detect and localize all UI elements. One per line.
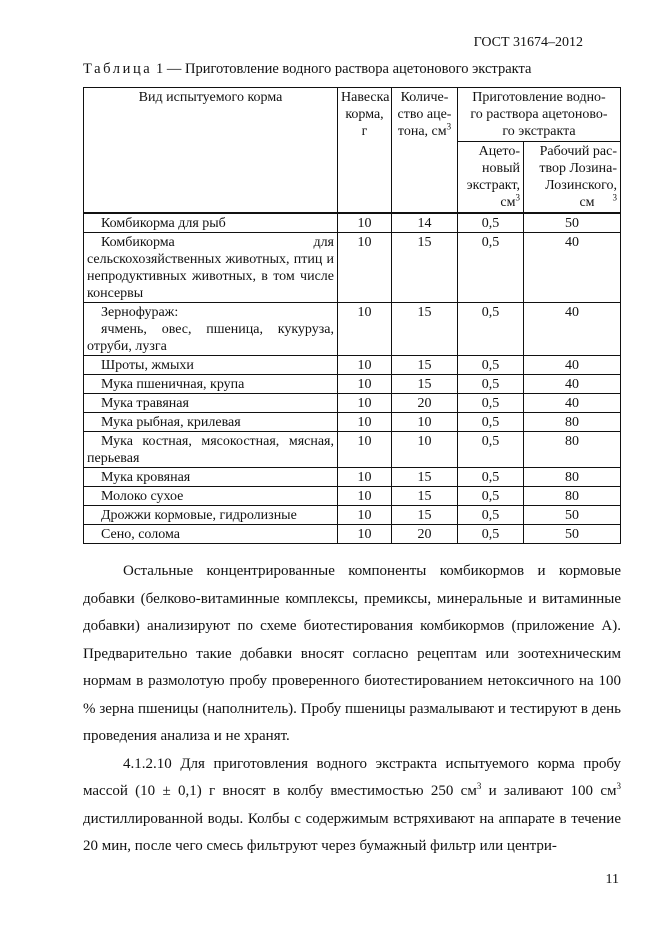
table-row <box>84 525 621 544</box>
working-solution: 40 <box>524 233 621 303</box>
header-sample-mass: Навеска корма, г <box>338 88 392 214</box>
sample-mass: 10 <box>338 413 392 432</box>
acetone-extract: 0,5 <box>458 233 524 303</box>
acetone-extract: 0,5 <box>458 413 524 432</box>
table-row <box>84 506 621 525</box>
acetone-amount: 20 <box>392 394 458 413</box>
acetone-amount: 15 <box>392 303 458 356</box>
sample-mass: 10 <box>338 525 392 544</box>
document-header: ГОСТ 31674–2012 <box>473 35 583 50</box>
acetone-amount: 15 <box>392 356 458 375</box>
feed-name: Мука пшеничная, крупа <box>84 375 338 394</box>
page-number: 11 <box>605 872 619 887</box>
acetone-amount: 20 <box>392 525 458 544</box>
working-solution: 80 <box>524 432 621 468</box>
acetone-extract: 0,5 <box>458 432 524 468</box>
working-solution: 80 <box>524 487 621 506</box>
feed-name: Комбикорма для рыб <box>84 213 338 233</box>
table-row <box>84 468 621 487</box>
acetone-extract: 0,5 <box>458 303 524 356</box>
working-solution: 80 <box>524 468 621 487</box>
table-row <box>84 213 621 233</box>
table-row <box>84 303 621 356</box>
acetone-amount: 15 <box>392 375 458 394</box>
table-row <box>84 394 621 413</box>
header-acetone-extract: Ацето- новый экстракт, $см^3$ <box>458 142 524 214</box>
sample-mass: 10 <box>338 394 392 413</box>
feed-name: Дрожжи кормовые, гидролизные <box>84 506 338 525</box>
feed-name: Комбикорма для сельскохозяйственных животных, птиц и непродуктивных животных, в том числе консервы <box>84 233 338 303</box>
sample-mass: 10 <box>338 233 392 303</box>
feed-name: Мука кровяная <box>84 468 338 487</box>
acetone-extract: 0,5 <box>458 487 524 506</box>
feed-subitems: ячмень, овес, пшеница, кукуруза, отруби, лузга <box>87 322 334 354</box>
table-row <box>84 356 621 375</box>
extract-preparation-table <box>83 87 621 544</box>
body-text <box>83 558 621 861</box>
working-solution: 40 <box>524 356 621 375</box>
sample-mass: 10 <box>338 487 392 506</box>
feed-name: Шроты, жмыхи <box>84 356 338 375</box>
acetone-extract: 0,5 <box>458 213 524 233</box>
feed-name: Мука травяная <box>84 394 338 413</box>
working-solution: 50 <box>524 213 621 233</box>
header-feed-type: Вид испытуемого корма <box>84 88 338 214</box>
acetone-extract: 0,5 <box>458 525 524 544</box>
working-solution: 40 <box>524 375 621 394</box>
sample-mass: 10 <box>338 303 392 356</box>
acetone-amount: 15 <box>392 233 458 303</box>
sample-mass: 10 <box>338 213 392 233</box>
feed-name: Мука костная, мясокостная, мясная, перьевая <box>84 432 338 468</box>
working-solution: 40 <box>524 394 621 413</box>
acetone-amount: 15 <box>392 487 458 506</box>
working-solution: 40 <box>524 303 621 356</box>
acetone-extract: 0,5 <box>458 506 524 525</box>
table-caption-text: 1 — Приготовление водного раствора ацетонового экстракта <box>152 61 532 77</box>
table-row <box>84 233 621 303</box>
working-solution: 80 <box>524 413 621 432</box>
paragraph-additives: Остальные концентрированные компоненты комбикормов и кормовые добавки (белково-витаминные комплексы, премиксы, минеральные и витаминные добавки) анализируют по схеме биотестирования комбикормов (приложение А). Предварительно такие добавки вносят согласно рецептам или зоотехническим нормам в размолотую пробу проверенного биотестированием нетоксичного на 100 % зерна пшеницы (наполнитель). Пробу пшеницы размалывают и тестируют в день проведения анализа и не хранят. <box>83 563 621 744</box>
table-row <box>84 432 621 468</box>
table-row <box>84 375 621 394</box>
working-solution: 50 <box>524 525 621 544</box>
table-row <box>84 487 621 506</box>
sample-mass: 10 <box>338 506 392 525</box>
working-solution: 50 <box>524 506 621 525</box>
paragraph-4-1-2-10: 4.1.2.10 Для приготовления водного экстракта испытуемого корма пробу массой (10 ± 0,1) г вносят в колбу вместимостью 250 $см^3$ и заливают 100 $см^3$ дистиллированной воды. Колбы с содержимым встряхивают на аппарате в течение 20 мин, после чего смесь фильтруют через бумажный фильтр или центри- <box>83 755 621 854</box>
feed-name: Мука рыбная, крилевая <box>84 413 338 432</box>
acetone-amount: 10 <box>392 432 458 468</box>
header-preparation: Приготовление водно- го раствора ацетоново- го экстракта <box>458 88 621 142</box>
feed-name: Сено, солома <box>84 525 338 544</box>
feed-name: Молоко сухое <box>84 487 338 506</box>
acetone-amount: 15 <box>392 468 458 487</box>
sample-mass: 10 <box>338 356 392 375</box>
feed-name: Зернофураж: ячмень, овес, пшеница, кукуруза, отруби, лузга <box>84 303 338 356</box>
sample-mass: 10 <box>338 468 392 487</box>
acetone-extract: 0,5 <box>458 468 524 487</box>
acetone-extract: 0,5 <box>458 394 524 413</box>
table-caption <box>83 61 531 78</box>
header-lozina-solution: Рабочий рас- твор Лозина- Лозинского, см $^3$ <box>524 142 621 214</box>
table-row <box>84 413 621 432</box>
table-caption-label: Таблица <box>83 61 153 77</box>
acetone-extract: 0,5 <box>458 375 524 394</box>
header-acetone-amount: Количе- ство аце- тона, $см^3$ <box>392 88 458 214</box>
acetone-amount: 10 <box>392 413 458 432</box>
sample-mass: 10 <box>338 375 392 394</box>
sample-mass: 10 <box>338 432 392 468</box>
acetone-amount: 14 <box>392 213 458 233</box>
acetone-amount: 15 <box>392 506 458 525</box>
acetone-extract: 0,5 <box>458 356 524 375</box>
